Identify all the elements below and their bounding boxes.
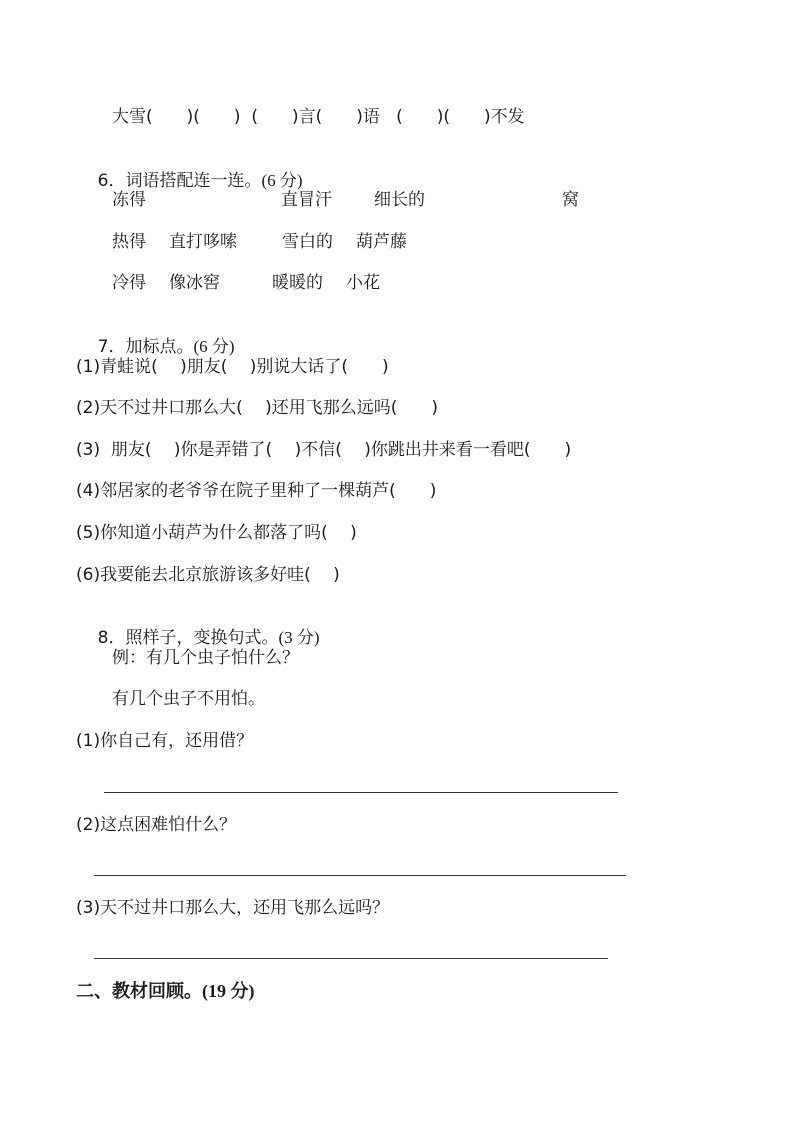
q7-item-6[interactable]: (6)我要能去北京旅游该多好哇( ) — [76, 565, 340, 585]
match-word[interactable]: 暖暖的 — [272, 273, 323, 293]
q6-heading — [76, 148, 303, 214]
section-2-heading: 二、教材回顾。(19 分) — [76, 981, 255, 1001]
answer-line-1[interactable] — [104, 792, 618, 793]
q7-item-4[interactable]: (4)邻居家的老爷爷在院子里种了一棵葫芦( ) — [76, 481, 437, 501]
q8-title: 8．照样子，变换句式。 — [97, 628, 279, 648]
match-word[interactable]: 葫芦藤 — [356, 232, 407, 252]
q7-item-5[interactable]: (5)你知道小葫芦为什么都落了吗( ) — [76, 523, 357, 543]
q7-item-2[interactable]: (2)天不过井口那么大( )还用飞那么远吗( ) — [76, 398, 439, 418]
match-word[interactable]: 冻得 — [112, 190, 146, 210]
match-word[interactable]: 冷得 — [112, 273, 146, 293]
match-word[interactable]: 雪白的 — [282, 232, 333, 252]
q8-score: (3 分) — [278, 628, 320, 647]
q5-idiom-line: 大雪( )( ) ( )言( )语 ( )( )不发 — [112, 107, 525, 127]
match-word[interactable]: 像冰窖 — [169, 273, 220, 293]
q8-example-question: 例：有几个虫子怕什么？ — [112, 648, 299, 668]
q7-item-3[interactable]: (3) 朋友( )你是弄错了( )不信( )你跳出井来看一看吧( ) — [76, 440, 572, 460]
q6-score: (6 分) — [261, 171, 303, 190]
q6-title: 6．词语搭配连一连。 — [97, 171, 262, 191]
answer-line-3[interactable] — [94, 958, 608, 959]
match-word[interactable]: 窝 — [562, 190, 579, 210]
q7-title: 7．加标点。 — [97, 337, 194, 357]
q7-item-1[interactable]: (1)青蛙说( )朋友( )别说大话了( ) — [76, 357, 389, 377]
match-word[interactable]: 热得 — [112, 232, 146, 252]
q8-item-2: (2)这点困难怕什么？ — [76, 815, 237, 835]
match-word[interactable]: 直冒汗 — [281, 190, 332, 210]
answer-line-2[interactable] — [94, 875, 626, 876]
match-word[interactable]: 小花 — [346, 273, 380, 293]
q7-score: (6 分) — [193, 337, 235, 356]
q8-item-1: (1)你自己有，还用借？ — [76, 731, 254, 751]
match-word[interactable]: 细长的 — [374, 190, 425, 210]
q8-item-3: (3)天不过井口那么大，还用飞那么远吗？ — [76, 898, 390, 918]
q8-example-answer: 有几个虫子不用怕。 — [112, 689, 265, 709]
match-word[interactable]: 直打哆嗦 — [169, 232, 237, 252]
